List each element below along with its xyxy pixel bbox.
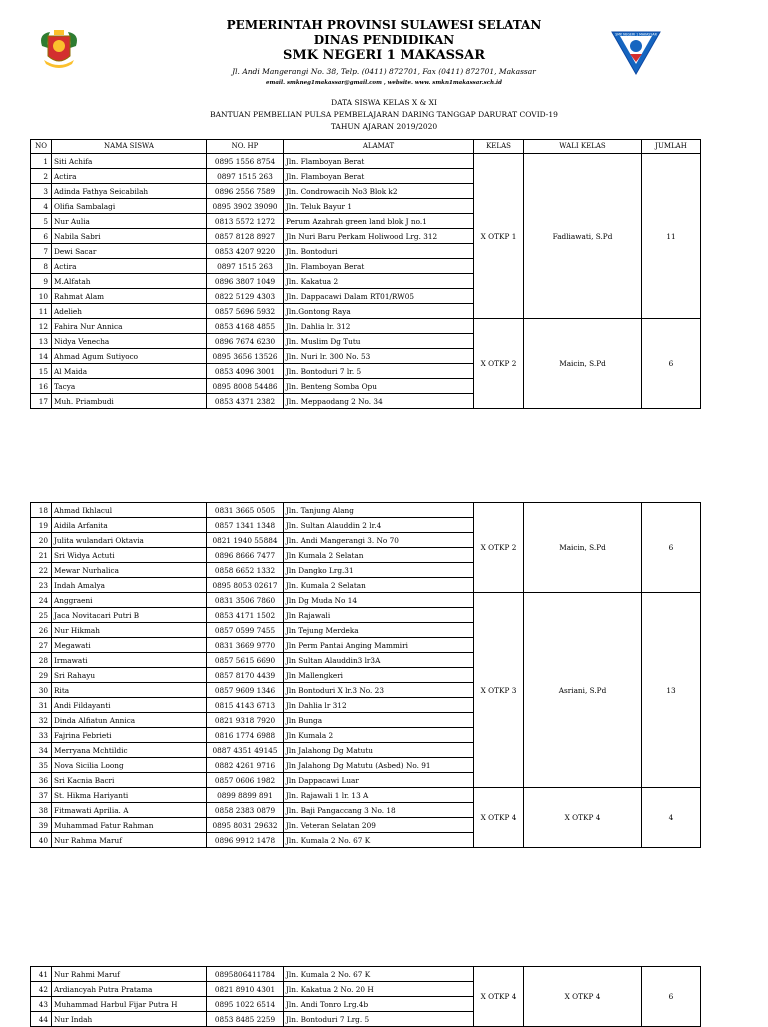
jumlah-cell: 6 (642, 967, 701, 1027)
table-row: 8 Actira 0897 1515 263 Jln. Flamboyan Berat (31, 259, 701, 274)
wali-cell: Maicin, S.Pd (524, 503, 642, 593)
letterhead-line1: PEMERINTAH PROVINSI SULAWESI SELATAN (226, 18, 542, 32)
table-row: 16 Tacya 0895 8008 54486 Jln. Benteng Somba Opu (31, 379, 701, 394)
wali-cell: Fadliawati, S.Pd (524, 154, 642, 319)
table-row: 18 Ahmad Ikhlacul 0831 3665 0505 Jln. Tanjung Alang X OTKP 2 Maicin, S.Pd 6 (31, 503, 701, 518)
table-row: 14 Ahmad Agum Sutiyoco 0895 3656 13526 Jln. Nuri lr. 300 No. 53 (31, 349, 701, 364)
table-row: 11 Adelieh 0857 5696 5932 Jln.Gontong Raya (31, 304, 701, 319)
table-row: 31 Andi Fildayanti 0815 4143 6713 Jln Dahlia lr 312 (31, 698, 701, 713)
student-table-part1 (30, 139, 701, 409)
table-row: 33 Fajrina Febrieti 0816 1774 6988 Jln Kumala 2 (31, 728, 701, 743)
col-header-no: NO (31, 140, 52, 154)
table-row: 13 Nidya Venecha 0896 7674 6230 Jln. Muslim Dg Tutu (31, 334, 701, 349)
table-row: 5 Nur Aulia 0813 5572 1272 Perum Azahrah green land blok J no.1 (31, 214, 701, 229)
table-row: 26 Nur Hikmah 0857 0599 7455 Jln Tejung Merdeka (31, 623, 701, 638)
table-row: 34 Merryana Mchtildic 0887 4351 49145 Jln Jalahong Dg Matutu (31, 743, 701, 758)
table-row: 39 Muhammad Fatur Rahman 0895 8031 29632 Jln. Veteran Selatan 209 (31, 818, 701, 833)
table-row: 22 Mewar Nurhalica 0858 6652 1332 Jln Dangko Lrg.31 (31, 563, 701, 578)
jumlah-cell: 11 (642, 154, 701, 319)
table-header-row (31, 140, 701, 154)
table-row: 42 Ardiancyah Putra Pratama 0821 8910 4301 Jln. Kakatua 2 No. 20 H (31, 982, 701, 997)
doc-title-line2: BANTUAN PEMBELIAN PULSA PEMBELAJARAN DARING TANGGAP DARURAT COVID-19 (210, 110, 558, 119)
table-row: 15 Al Maida 0853 4096 3001 Jln. Bontoduri 7 lr. 5 (31, 364, 701, 379)
table-row: 9 M.Alfatah 0896 3807 1049 Jln. Kakatua 2 (31, 274, 701, 289)
table-row: 1 Siti Achifa 0895 1556 8754 Jln. Flamboyan Berat X OTKP 1 Fadliawati, S.Pd 11 (31, 154, 701, 169)
table-row: 24 Anggraeni 0831 3506 7860 Jln Dg Muda No 14 X OTKP 3 Asriani, S.Pd 13 (31, 593, 701, 608)
wali-cell: X OTKP 4 (524, 967, 642, 1027)
col-header-nama: NAMA SISWA (52, 140, 207, 154)
table-row: 36 Sri Kacnia Bacri 0857 0606 1982 Jln Dappacawi Luar (31, 773, 701, 788)
kelas-cell: X OTKP 3 (474, 593, 524, 788)
table-row: 32 Dinda Alfiatun Annica 0821 9318 7920 Jln Bunga (31, 713, 701, 728)
wali-cell: Maicin, S.Pd (524, 319, 642, 409)
address-line: Jl. Andi Mangerangi No. 38, Telp. (0411) 872701, Fax (0411) 872701, Makassar (232, 67, 536, 76)
table-row: 4 Olifia Sambalagi 0895 3902 39090 Jln. Teluk Bayur 1 (31, 199, 701, 214)
col-header-kelas: KELAS (474, 140, 524, 154)
table-row: 44 Nur Indah 0853 8485 2259 Jln. Bontoduri 7 Lrg. 5 (31, 1012, 701, 1027)
jumlah-cell: 6 (642, 503, 701, 593)
kelas-cell: X OTKP 2 (474, 319, 524, 409)
table-row: 29 Sri Rahayu 0857 8170 4439 Jln Mallengkeri (31, 668, 701, 683)
table-row: 10 Rahmat Alam 0822 5129 4303 Jln. Dappacawi Dalam RT01/RW05 (31, 289, 701, 304)
table-row: 21 Sri Widya Actuti 0896 8666 7477 Jln Kumala 2 Selatan (31, 548, 701, 563)
table-row: 40 Nur Rahma Maruf 0896 9912 1478 Jln. Kumala 2 No. 67 K (31, 833, 701, 848)
kelas-cell: X OTKP 4 (474, 967, 524, 1027)
table-row: 6 Nabila Sabri 0857 8128 8927 Jln Nuri Baru Perkam Holiwood Lrg. 312 (31, 229, 701, 244)
table-row: 20 Julita wulandari Oktavia 0821 1940 55884 Jln. Andi Mangerangi 3. No 70 (31, 533, 701, 548)
table-row: 17 Muh. Priambudi 0853 4371 2382 Jln. Meppaodang 2 No. 34 (31, 394, 701, 409)
table-row: 38 Fitmawati Aprilia. A 0858 2383 0879 Jln. Baji Pangaccang 3 No. 18 (31, 803, 701, 818)
col-header-hp: NO. HP (207, 140, 284, 154)
letterhead-line2: DINAS PENDIDIKAN (313, 33, 455, 47)
jumlah-cell: 6 (642, 319, 701, 409)
kelas-cell: X OTKP 2 (474, 503, 524, 593)
table-row: 2 Actira 0897 1515 263 Jln. Flamboyan Berat (31, 169, 701, 184)
table-row: 43 Muhammad Harbul Fijar Putra H 0895 1022 6514 Jln. Andi Tonro Lrg.4b (31, 997, 701, 1012)
kelas-cell: X OTKP 4 (474, 788, 524, 848)
svg-text:SMK NEGERI 1 MAKASSAR: SMK NEGERI 1 MAKASSAR (615, 32, 657, 37)
table-row: 28 Irmawati 0857 5615 6690 Jln Sultan Alauddin3 lr3A (31, 653, 701, 668)
table-row: 27 Megawati 0831 3669 9770 Jln Perm Pantai Anging Mammiri (31, 638, 701, 653)
table-row: 7 Dewi Sacar 0853 4207 9220 Jln. Bontoduri (31, 244, 701, 259)
jumlah-cell: 13 (642, 593, 701, 788)
table-row: 37 St. Hikma Hariyanti 0899 8899 891 Jln. Rajawali 1 lr. 13 A X OTKP 4 X OTKP 4 4 (31, 788, 701, 803)
col-header-alamat: ALAMAT (284, 140, 474, 154)
jumlah-cell: 4 (642, 788, 701, 848)
table-row: 25 Jaca Novitacari Putri B 0853 4171 1502 Jln Rajawali (31, 608, 701, 623)
student-table-part3 (30, 966, 701, 1027)
table-row: 23 Indah Amalya 0895 8053 02617 Jln. Kumala 2 Selatan (31, 578, 701, 593)
table-row: 41 Nur Rahmi Maruf 0895806411784 Jln. Kumala 2 No. 67 K X OTKP 4 X OTKP 4 6 (31, 967, 701, 982)
col-header-wali: WALI KELAS (524, 140, 642, 154)
wali-cell: X OTKP 4 (524, 788, 642, 848)
doc-title-line3: TAHUN AJARAN 2019/2020 (330, 122, 438, 131)
table-row: 19 Aidila Arfanita 0857 1341 1348 Jln. Sultan Alauddin 2 lr.4 (31, 518, 701, 533)
doc-title-line1: DATA SISWA KELAS X & XI (331, 98, 437, 107)
col-header-jumlah: JUMLAH (642, 140, 701, 154)
table-row: 12 Fahira Nur Annica 0853 4168 4855 Jln. Dahlia lr. 312 X OTKP 2 Maicin, S.Pd 6 (31, 319, 701, 334)
school-name: SMK NEGERI 1 MAKASSAR (282, 48, 486, 63)
table-row: 30 Rita 0857 9609 1346 Jln Bontoduri X lr.3 No. 23 (31, 683, 701, 698)
student-table-part2 (30, 502, 701, 848)
contact-line: email. smkneg1makassar@gmail.com , website. www. smkn1makassar.sch.id (266, 80, 502, 86)
wali-cell: Asriani, S.Pd (524, 593, 642, 788)
kelas-cell: X OTKP 1 (474, 154, 524, 319)
table-row: 35 Nova Sicilia Loong 0882 4261 9716 Jln Jalahong Dg Matutu (Asbed) No. 91 (31, 758, 701, 773)
table-row: 3 Adinda Fathya Seicabilah 0896 2556 7589 Jln. Condrowacih No3 Blok k2 (31, 184, 701, 199)
